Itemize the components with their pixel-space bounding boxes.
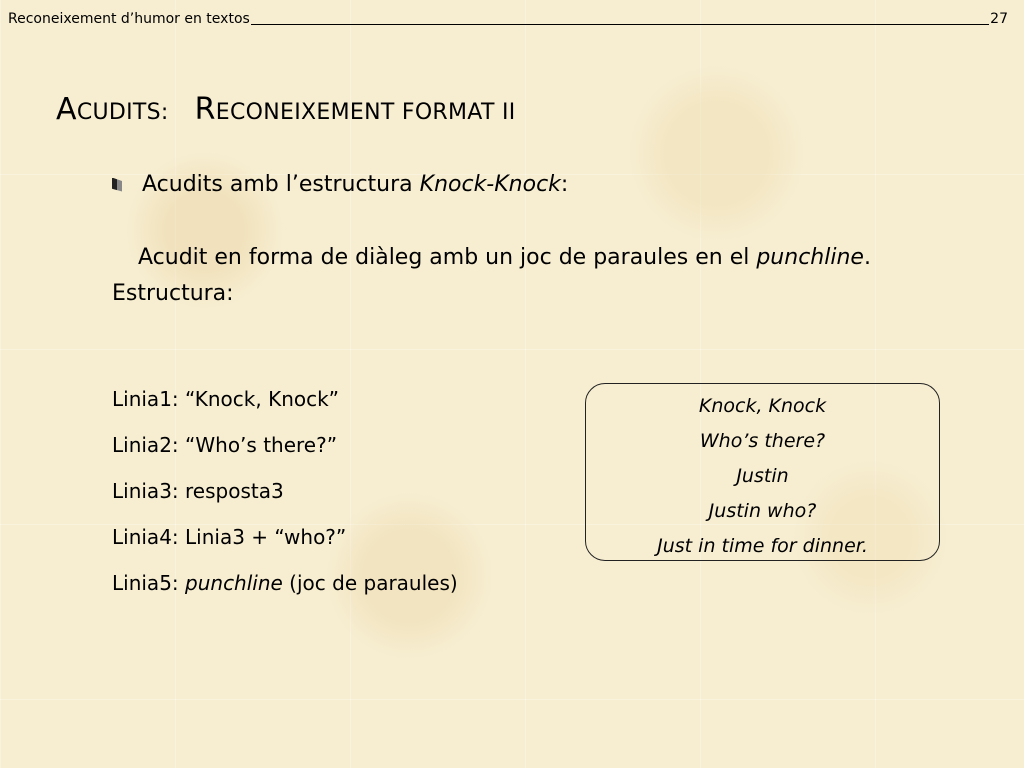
title-part2: ECONEIXEMENT FORMAT II (215, 100, 516, 125)
example-joke-box (585, 383, 940, 561)
joke-line-3: Justin (736, 465, 789, 487)
joke-line-1: Knock, Knock (698, 395, 827, 417)
header-rule (251, 24, 989, 25)
page-number: 27 (990, 11, 1008, 27)
paragraph-text: Acudit en forma de diàleg amb un joc de paraules en el (138, 245, 757, 270)
structure-line-1: Linia1: “Knock, Knock” (112, 387, 340, 411)
joke-line-5: Just in time for dinner. (657, 535, 868, 557)
bullet-item (112, 172, 568, 197)
title-initial-a: A (56, 92, 77, 127)
line5-prefix: Linia5: (112, 571, 186, 595)
title-part1: CUDITS: (76, 100, 169, 125)
description-paragraph (112, 240, 892, 312)
slide-header (8, 10, 1008, 28)
structure-line-3: Linia3: resposta3 (112, 479, 284, 503)
bullet-italic-text: Knock-Knock (419, 172, 561, 197)
bullet-suffix: : (560, 172, 569, 197)
bullet-text: Acudits amb l’estructura (142, 172, 420, 197)
slide-title (56, 92, 516, 127)
paragraph-suffix: . Estructura: (112, 245, 871, 306)
line5-italic: punchline (185, 571, 283, 595)
joke-line-2: Who’s there? (699, 430, 826, 452)
joke-line-4: Justin who? (708, 500, 817, 522)
title-initial-r: R (194, 92, 216, 127)
structure-line-5 (112, 566, 458, 612)
line5-suffix: (joc de paraules) (282, 571, 458, 595)
structure-line-4: Linia4: Linia3 + “who?” (112, 525, 347, 549)
bullet-icon (112, 178, 122, 192)
paragraph-italic-text: punchline (756, 245, 864, 270)
structure-lines (112, 382, 458, 612)
structure-line-2: Linia2: “Who’s there?” (112, 433, 338, 457)
header-title: Reconeixement d’humor en textos (8, 11, 250, 27)
